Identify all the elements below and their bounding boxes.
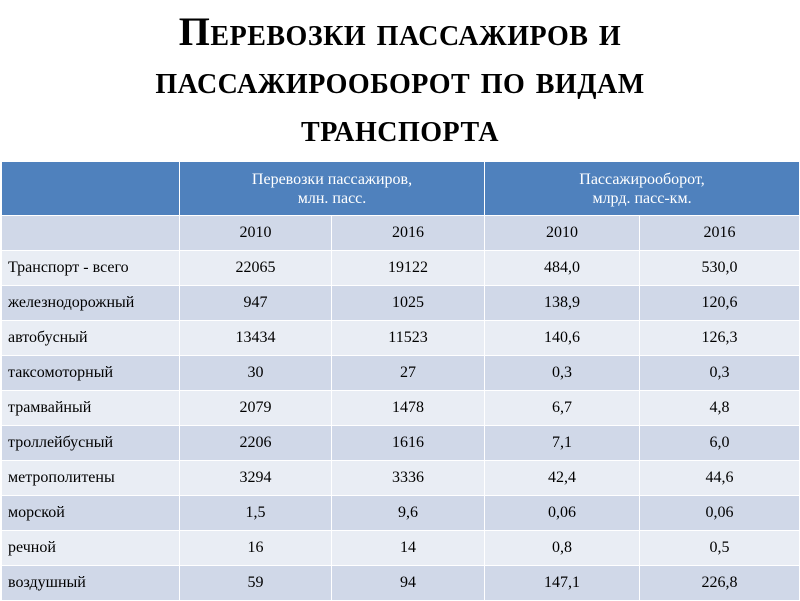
value-cell: 0,8	[485, 531, 640, 566]
year-row	[2, 216, 800, 251]
table-row	[2, 286, 800, 321]
value-cell: 27	[332, 356, 485, 391]
table-row	[2, 461, 800, 496]
value-cell: 3294	[180, 461, 332, 496]
row-label: речной	[2, 531, 180, 566]
title-line-3: транспорта	[301, 105, 499, 150]
value-cell: 4,8	[640, 391, 800, 426]
value-cell: 19122	[332, 251, 485, 286]
header-passenger-transport	[180, 162, 485, 216]
transport-table	[1, 161, 800, 601]
value-cell: 7,1	[485, 426, 640, 461]
value-cell: 1478	[332, 391, 485, 426]
header-passenger-turnover-unit: млрд. пасс-км.	[592, 189, 692, 207]
value-cell: 44,6	[640, 461, 800, 496]
row-label: воздушный	[2, 566, 180, 601]
value-cell: 484,0	[485, 251, 640, 286]
value-cell: 0,06	[485, 496, 640, 531]
table-row	[2, 356, 800, 391]
value-cell: 11523	[332, 321, 485, 356]
row-label: морской	[2, 496, 180, 531]
year-cell: 2016	[640, 216, 800, 251]
value-cell: 1,5	[180, 496, 332, 531]
header-passenger-transport-title: Перевозки пассажиров,	[251, 170, 413, 188]
header-passenger-turnover-title: Пассажирооборот,	[579, 170, 705, 188]
row-label: метрополитены	[2, 461, 180, 496]
table-row	[2, 496, 800, 531]
year-cell: 2016	[332, 216, 485, 251]
value-cell: 59	[180, 566, 332, 601]
header-empty-cell	[2, 162, 180, 216]
value-cell: 2206	[180, 426, 332, 461]
value-cell: 530,0	[640, 251, 800, 286]
slide-title	[0, 8, 800, 152]
value-cell: 0,3	[640, 356, 800, 391]
value-cell: 120,6	[640, 286, 800, 321]
table-row	[2, 426, 800, 461]
value-cell: 6,0	[640, 426, 800, 461]
value-cell: 22065	[180, 251, 332, 286]
value-cell: 14	[332, 531, 485, 566]
value-cell: 947	[180, 286, 332, 321]
value-cell: 2079	[180, 391, 332, 426]
value-cell: 16	[180, 531, 332, 566]
value-cell: 6,7	[485, 391, 640, 426]
value-cell: 3336	[332, 461, 485, 496]
row-label: железнодорожный	[2, 286, 180, 321]
row-label: троллейбусный	[2, 426, 180, 461]
value-cell: 42,4	[485, 461, 640, 496]
value-cell: 0,06	[640, 496, 800, 531]
value-cell: 126,3	[640, 321, 800, 356]
year-empty-cell	[2, 216, 180, 251]
value-cell: 0,3	[485, 356, 640, 391]
value-cell: 140,6	[485, 321, 640, 356]
table-row	[2, 531, 800, 566]
year-cell: 2010	[485, 216, 640, 251]
value-cell: 147,1	[485, 566, 640, 601]
year-cell: 2010	[180, 216, 332, 251]
value-cell: 1616	[332, 426, 485, 461]
value-cell: 30	[180, 356, 332, 391]
table-row	[2, 321, 800, 356]
value-cell: 0,5	[640, 531, 800, 566]
value-cell: 94	[332, 566, 485, 601]
value-cell: 226,8	[640, 566, 800, 601]
table-header-row	[2, 162, 800, 216]
value-cell: 9,6	[332, 496, 485, 531]
row-label: автобусный	[2, 321, 180, 356]
value-cell: 1025	[332, 286, 485, 321]
table-row	[2, 391, 800, 426]
header-passenger-transport-unit: млн. пасс.	[297, 189, 367, 207]
value-cell: 13434	[180, 321, 332, 356]
row-label: Транспорт - всего	[2, 251, 180, 286]
row-label: таксомоторный	[2, 356, 180, 391]
table-row	[2, 566, 800, 601]
row-label: трамвайный	[2, 391, 180, 426]
value-cell: 138,9	[485, 286, 640, 321]
table-row	[2, 251, 800, 286]
header-passenger-turnover	[485, 162, 800, 216]
title-line-2: пассажирооборот по видам	[155, 57, 645, 102]
title-line-1: Перевозки пассажиров и	[178, 9, 622, 54]
